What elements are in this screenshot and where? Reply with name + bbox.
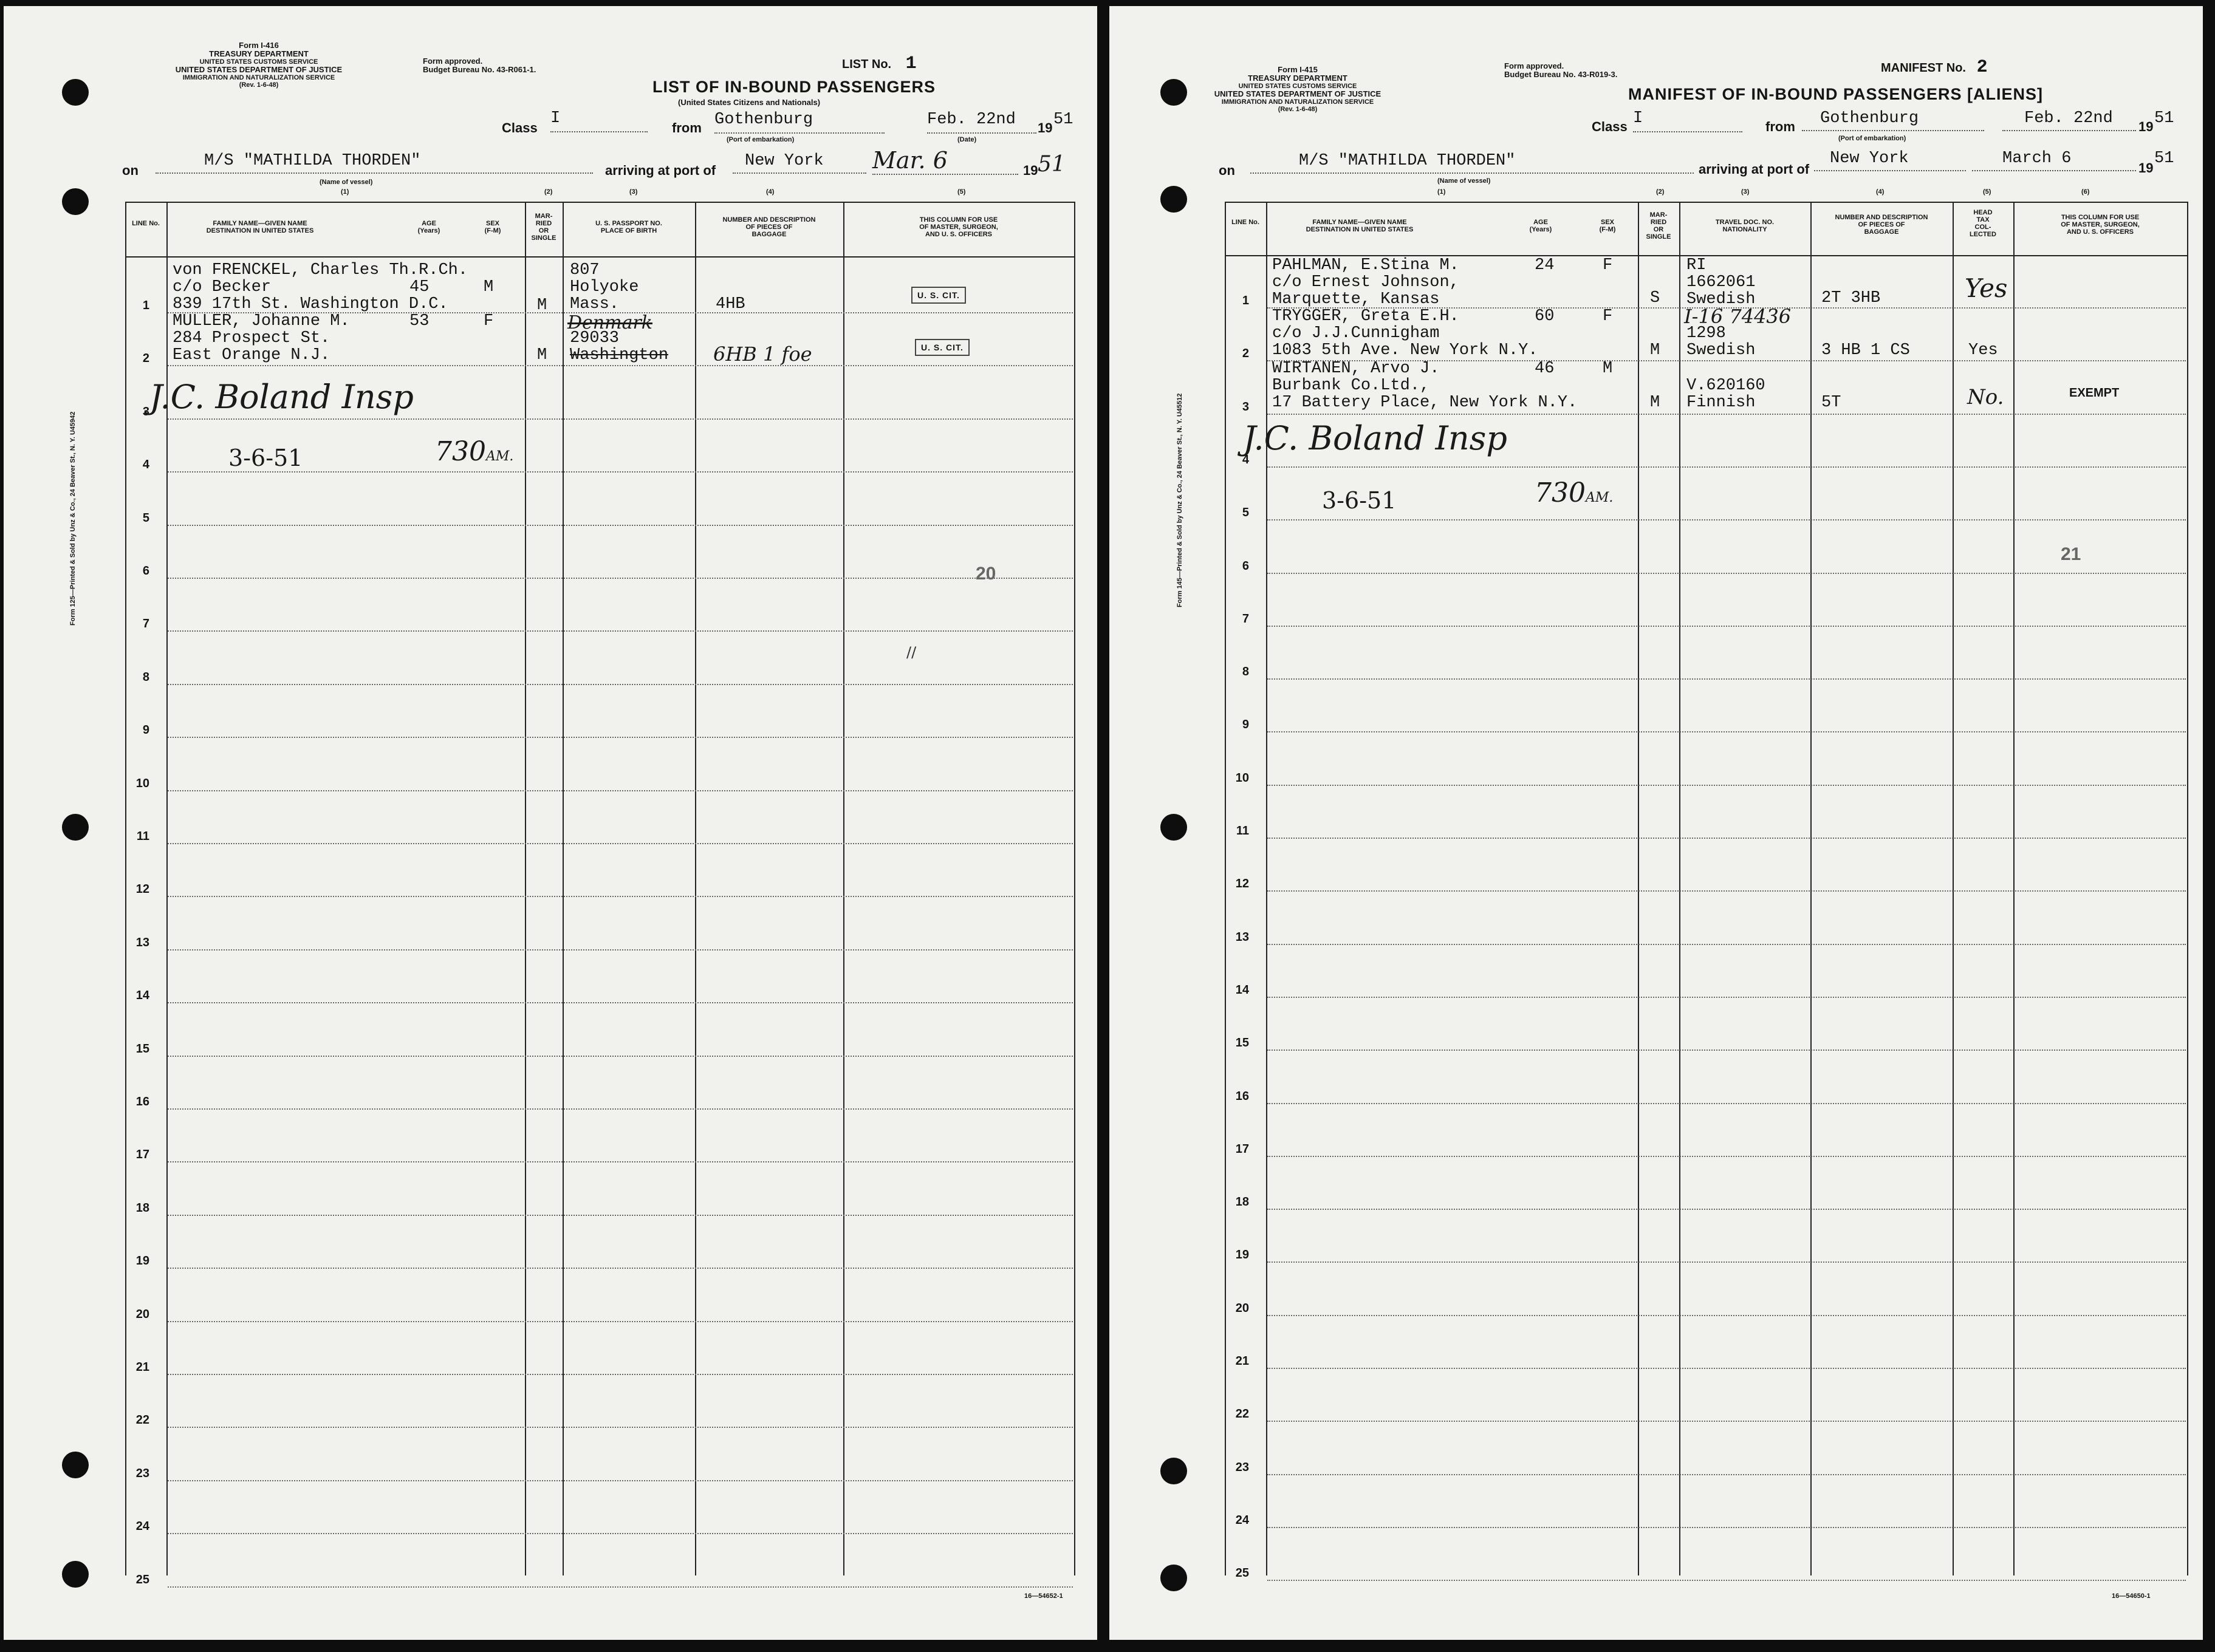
entry-2-married: M — [1650, 341, 1660, 360]
manifest-no-value: 2 — [1976, 57, 1988, 78]
row-leader — [168, 578, 1073, 579]
printer-sidebar: Form 145—Printed & Sold by Unz & Co., 24 Beaver St., N. Y. U45512 — [1176, 393, 1183, 607]
entry-1-line-3: 839 17th St. Washington D.C. — [173, 295, 448, 313]
depart-date-field: Feb. 22nd — [927, 111, 1036, 134]
row-leader — [168, 1215, 1073, 1216]
entry-2-baggage: 6HB 1 foe — [713, 343, 812, 366]
right-page — [1109, 6, 2203, 1640]
justice-department: UNITED STATES DEPARTMENT OF JUSTICE — [175, 65, 343, 74]
entry-3-head-tax: No. — [1967, 385, 2004, 409]
line-number: 2 — [142, 352, 149, 366]
page-stamp-number: 20 — [976, 564, 996, 584]
line-number: 21 — [135, 1360, 149, 1374]
row-leader — [1267, 1209, 2186, 1210]
col-num-6: (6) — [2081, 188, 2090, 196]
col-head-baggage: NUMBER AND DESCRIPTION OF PIECES OF BAGGAGE — [1835, 214, 1928, 236]
entry-2-passport-hand: Denmark — [567, 312, 652, 333]
line-number: 4 — [142, 458, 149, 472]
entry-2-sex: F — [1603, 307, 1613, 326]
line-number: 17 — [1235, 1142, 1249, 1156]
entry-2-line-3: 1083 5th Ave. New York N.Y. — [1272, 341, 1538, 360]
entry-1-line-3: Marquette, Kansas — [1272, 290, 1440, 309]
row-leader — [168, 843, 1073, 844]
table-right-rule — [1074, 202, 1075, 1575]
entry-3-baggage: 5T — [1821, 394, 1841, 412]
line-number: 20 — [135, 1307, 149, 1321]
sign-time: 730AM. — [1535, 477, 1614, 508]
pencil-mark: // — [906, 644, 917, 661]
line-number: 22 — [135, 1413, 149, 1427]
entry-3-sex: M — [1603, 360, 1613, 378]
col-rule — [2013, 202, 2015, 1575]
row-leader — [1267, 731, 2186, 732]
entry-1-sex: M — [484, 278, 494, 296]
arrival-date-field: Mar. 6 — [872, 147, 1018, 175]
entry-3-line-3: 17 Battery Place, New York N.Y. — [1272, 394, 1578, 412]
entry-2-us-cit-stamp: U. S. CIT. — [915, 339, 970, 356]
inspector-signature: J.C. Boland Insp — [1243, 419, 1507, 457]
row-leader — [168, 1533, 1073, 1534]
from-label: from — [672, 120, 702, 135]
port-embark-caption: (Port of embarkation) — [727, 136, 795, 143]
punch-hole — [62, 1561, 89, 1588]
table-left-rule — [125, 202, 126, 1575]
inspector-signature: J.C. Boland Insp — [149, 378, 414, 416]
line-number: 15 — [135, 1042, 149, 1056]
col-head-line-no: LINE No. — [1231, 219, 1259, 226]
line-number: 11 — [1236, 824, 1249, 838]
entry-3-line-2: Burbank Co.Ltd., — [1272, 377, 1430, 395]
class-label: Class — [1592, 119, 1628, 134]
entry-2-married: M — [537, 346, 547, 364]
table-right-rule — [2187, 202, 2188, 1575]
left-page — [4, 6, 1097, 1640]
page-title: MANIFEST OF IN-BOUND PASSENGERS [ALIENS] — [1628, 85, 2044, 103]
col-num-5: (5) — [1983, 188, 1991, 196]
list-number — [842, 55, 917, 73]
row-leader — [168, 1321, 1073, 1322]
budget-bureau: Budget Bureau No. 43-R061-1. — [423, 65, 536, 74]
customs-service: UNITED STATES CUSTOMS SERVICE — [199, 58, 318, 66]
line-number: 16 — [1235, 1089, 1249, 1103]
printer-sidebar: Form 125—Printed & Sold by Unz & Co., 24 Beaver St., N. Y. U45942 — [69, 411, 77, 626]
entry-1-line-2: c/o Ernest Johnson, — [1272, 273, 1459, 292]
row-leader — [1267, 785, 2186, 786]
ins-service: IMMIGRATION AND NATURALIZATION SERVICE — [1221, 98, 1374, 106]
row-leader — [168, 684, 1073, 685]
entry-2-head-tax: Yes — [1968, 341, 1998, 360]
line-number: 9 — [142, 723, 149, 737]
class-label: Class — [502, 120, 538, 135]
year-prefix: 19 — [2138, 119, 2154, 134]
budget-block — [1504, 62, 1617, 79]
punch-hole — [62, 79, 89, 106]
line-number: 12 — [135, 882, 149, 896]
form-footer: 16—54650-1 — [2112, 1592, 2151, 1600]
arrival-year-prefix: 19 — [1023, 163, 1038, 178]
arriving-label: arriving at port of — [605, 163, 716, 178]
punch-hole — [1160, 814, 1187, 841]
line-number: 18 — [135, 1201, 149, 1215]
vessel-caption: (Name of vessel) — [320, 179, 373, 186]
col-rule — [525, 202, 526, 1575]
line-number: 18 — [1235, 1195, 1249, 1209]
year-prefix: 19 — [1038, 120, 1053, 135]
col-head-married: MAR- RIED OR SINGLE — [531, 213, 556, 242]
row-leader — [1267, 626, 2186, 627]
entry-3-exempt: EXEMPT — [2069, 386, 2120, 400]
sign-time: 730AM. — [435, 436, 514, 467]
line-number: 19 — [135, 1254, 149, 1268]
form-approved: Form approved. — [1504, 61, 1564, 70]
agency-block — [1200, 66, 1395, 113]
line-number: 4 — [1242, 452, 1249, 466]
entry-2-line-2: 284 Prospect St. — [173, 329, 330, 347]
sign-date: 3-6-51 — [1322, 487, 1397, 514]
row-leader — [1267, 519, 2186, 521]
line-number: 8 — [1242, 665, 1249, 679]
entry-1-us-cit-stamp: U. S. CIT. — [911, 287, 966, 304]
entry-2-passport-2: Washington — [570, 346, 669, 364]
row-leader — [1267, 466, 2186, 468]
entry-3-doc-1: V.620160 — [1686, 377, 1765, 395]
punch-hole — [62, 188, 89, 215]
col-head-sex: SEX (F-M) — [1599, 219, 1616, 233]
entry-2-passport-1: 29033 — [570, 329, 620, 347]
port-embark-caption: (Port of embarkation) — [1838, 135, 1906, 142]
line-number: 1 — [1242, 294, 1249, 307]
vessel-field: M/S "MATHILDA THORDEN" — [156, 152, 593, 174]
line-number: 8 — [142, 670, 149, 684]
department: TREASURY DEPARTMENT — [209, 49, 309, 58]
line-number: 14 — [1235, 983, 1249, 997]
form-number: Form I-416 — [239, 41, 279, 50]
entry-1-line-2: c/o Becker — [173, 278, 272, 296]
entry-2-line-1: TRYGGER, Greta E.H. — [1272, 307, 1459, 326]
port-embark-field: Gothenburg — [714, 111, 885, 134]
line-number: 19 — [1235, 1248, 1249, 1262]
row-leader — [1267, 1050, 2186, 1051]
entry-1-line-1: PAHLMAN, E.Stina M. — [1272, 256, 1459, 275]
customs-service: UNITED STATES CUSTOMS SERVICE — [1238, 83, 1357, 90]
entry-1-sex: F — [1603, 256, 1613, 275]
row-leader — [1267, 573, 2186, 574]
arrival-port-field: New York — [1814, 149, 1966, 171]
col-head-head-tax: HEAD TAX COL- LECTED — [1970, 209, 1996, 238]
list-no-value: 1 — [905, 53, 917, 74]
col-head-line-no: LINE No. — [132, 220, 160, 227]
form-approved: Form approved. — [423, 56, 483, 66]
table-top-rule — [125, 202, 1074, 203]
line-number: 3 — [142, 404, 149, 418]
line-number: 17 — [135, 1148, 149, 1162]
entry-1-married: S — [1650, 289, 1660, 307]
entry-2-line-1: MULLER, Johanne M. — [173, 312, 350, 330]
row-leader — [1267, 678, 2186, 680]
entry-1-married: M — [537, 296, 547, 315]
row-leader — [168, 1427, 1073, 1428]
row-leader — [1267, 1103, 2186, 1104]
col-num-2: (2) — [544, 188, 553, 196]
entry-3-doc-2: Finnish — [1686, 394, 1756, 412]
vessel-caption: (Name of vessel) — [1437, 177, 1491, 185]
line-number: 10 — [1235, 771, 1249, 785]
page-stamp-number: 21 — [2061, 544, 2081, 564]
line-number: 13 — [135, 935, 149, 949]
row-leader — [1267, 1368, 2186, 1369]
line-number: 6 — [142, 564, 149, 578]
row-leader — [168, 630, 1073, 632]
row-leader — [168, 949, 1073, 951]
col-head-travel-doc: TRAVEL DOC. NO. NATIONALITY — [1715, 219, 1775, 233]
table-left-rule — [1225, 202, 1226, 1575]
arrival-date-field: March 6 — [1972, 149, 2136, 171]
entry-2-age: 60 — [1535, 307, 1555, 326]
entry-3-line-1: WIRTANEN, Arvo J. — [1272, 360, 1440, 378]
agency-block — [159, 41, 359, 89]
entry-1-baggage: 2T 3HB — [1821, 289, 1881, 307]
row-leader — [1267, 997, 2186, 998]
line-number: 7 — [1242, 612, 1249, 626]
entry-2-doc-2: Swedish — [1686, 341, 1756, 360]
form-footer: 16—54652-1 — [1024, 1592, 1063, 1600]
line-number: 5 — [1242, 506, 1249, 520]
row-leader — [1267, 1156, 2186, 1157]
department: TREASURY DEPARTMENT — [1248, 73, 1347, 83]
col-head-officers: THIS COLUMN FOR USE OF MASTER, SURGEON, AND U. S. OFFICERS — [2061, 214, 2140, 236]
entry-2-doc-1: 1298 — [1686, 324, 1726, 343]
on-label: on — [1219, 163, 1235, 178]
row-leader — [168, 471, 1073, 473]
line-number: 24 — [1235, 1513, 1249, 1527]
arrival-port-field: New York — [733, 152, 866, 174]
col-head-family-name: FAMILY NAME—GIVEN NAME DESTINATION IN UNITED STATES — [206, 220, 314, 234]
col-num-4: (4) — [1876, 188, 1885, 196]
col-rule — [1266, 202, 1267, 1575]
line-number: 13 — [1235, 930, 1249, 944]
col-rule — [843, 202, 844, 1575]
form-number: Form I-415 — [1278, 65, 1318, 74]
row-leader — [168, 418, 1073, 420]
line-number: 16 — [135, 1095, 149, 1108]
line-number: 25 — [1235, 1566, 1249, 1580]
depart-year: 51 — [1053, 111, 1073, 129]
punch-hole — [62, 1452, 89, 1478]
vessel-field: M/S "MATHILDA THORDEN" — [1250, 152, 1694, 174]
ins-service: IMMIGRATION AND NATURALIZATION SERVICE — [182, 74, 335, 81]
class-field: I — [550, 109, 648, 132]
row-leader — [168, 1480, 1073, 1481]
sign-date: 3-6-51 — [228, 445, 303, 471]
budget-bureau: Budget Bureau No. 43-R019-3. — [1504, 70, 1618, 79]
list-label: LIST No. — [842, 58, 892, 71]
entry-3-married: M — [1650, 394, 1660, 412]
arrival-year: 51 — [2154, 149, 2174, 168]
col-num-3: (3) — [1741, 188, 1750, 196]
row-leader — [1267, 944, 2186, 945]
manifest-number — [1881, 58, 1988, 77]
entry-1-doc-1: RI — [1686, 256, 1707, 275]
line-number: 5 — [142, 511, 149, 525]
table-top-rule — [1225, 202, 2187, 203]
row-leader — [1267, 1261, 2186, 1263]
col-num-2: (2) — [1656, 188, 1665, 196]
punch-hole — [1160, 79, 1187, 106]
row-leader — [1267, 1315, 2186, 1316]
entry-2-doc-hand: I-16 74436 — [1684, 305, 1792, 328]
row-leader — [168, 896, 1073, 897]
entry-1-age: 45 — [409, 278, 430, 296]
line-number: 23 — [1235, 1460, 1249, 1474]
entry-1-passport-1: 807 — [570, 261, 600, 279]
row-leader — [168, 365, 1073, 366]
row-leader — [1267, 890, 2186, 892]
line-number: 21 — [1235, 1354, 1249, 1368]
row-leader — [1267, 414, 2186, 415]
col-head-officers: THIS COLUMN FOR USE OF MASTER, SURGEON, AND U. S. OFFICERS — [919, 216, 998, 238]
arriving-label: arriving at port of — [1699, 162, 1810, 177]
row-leader — [168, 525, 1073, 526]
entry-1-baggage: 4HB — [716, 295, 745, 313]
col-head-age: AGE (Years) — [1529, 219, 1552, 233]
from-label: from — [1765, 119, 1795, 134]
col-head-baggage: NUMBER AND DESCRIPTION OF PIECES OF BAGGAGE — [722, 216, 816, 238]
col-rule — [1810, 202, 1812, 1575]
entry-1-passport-3: Mass. — [570, 295, 620, 313]
form-revision: (Rev. 1-6-48) — [1278, 106, 1318, 113]
depart-date-field: Feb. 22nd — [2002, 109, 2136, 131]
punch-hole — [1160, 186, 1187, 213]
line-number: 23 — [135, 1466, 149, 1480]
class-field: I — [1633, 109, 1742, 132]
col-rule — [1638, 202, 1639, 1575]
col-rule — [1953, 202, 1954, 1575]
entry-2-baggage: 3 HB 1 CS — [1821, 341, 1910, 360]
port-embark-field: Gothenburg — [1802, 109, 1984, 131]
row-leader — [168, 1108, 1073, 1110]
col-head-age: AGE (Years) — [417, 220, 440, 234]
row-leader — [1267, 1527, 2186, 1528]
row-leader — [168, 1056, 1073, 1057]
col-num-1: (1) — [341, 188, 349, 196]
entry-1-passport-2: Holyoke — [570, 278, 639, 296]
row-leader — [168, 737, 1073, 738]
manifest-label: MANIFEST No. — [1881, 61, 1966, 75]
form-revision: (Rev. 1-6-48) — [239, 81, 279, 89]
punch-hole — [62, 814, 89, 841]
line-number: 11 — [136, 830, 149, 843]
col-num-5: (5) — [957, 188, 966, 196]
punch-hole — [1160, 1458, 1187, 1484]
entry-3-age: 46 — [1535, 360, 1555, 378]
entry-2-line-3: East Orange N.J. — [173, 346, 330, 364]
line-number: 3 — [1242, 400, 1249, 414]
date-caption: (Date) — [957, 136, 977, 143]
col-num-3: (3) — [629, 188, 638, 196]
entry-2-age: 53 — [409, 312, 430, 330]
line-number: 6 — [1242, 559, 1249, 573]
row-leader — [1267, 1421, 2186, 1422]
line-number: 22 — [1235, 1407, 1249, 1421]
depart-year: 51 — [2154, 109, 2174, 128]
col-head-family-name: FAMILY NAME—GIVEN NAME DESTINATION IN UNITED STATES — [1306, 219, 1414, 233]
line-number: 15 — [1235, 1036, 1249, 1050]
col-rule — [563, 202, 564, 1575]
row-leader — [1267, 1474, 2186, 1475]
row-leader — [1267, 838, 2186, 839]
line-number: 1 — [142, 299, 149, 312]
entry-1-age: 24 — [1535, 256, 1555, 275]
punch-hole — [1160, 1565, 1187, 1591]
col-num-1: (1) — [1437, 188, 1446, 196]
entry-1-doc-3: Swedish — [1686, 290, 1756, 309]
line-number: 7 — [142, 617, 149, 631]
line-number: 12 — [1235, 877, 1249, 891]
col-head-married: MAR- RIED OR SINGLE — [1646, 211, 1671, 241]
line-number: 24 — [135, 1520, 149, 1534]
arrival-year-prefix: 19 — [2138, 160, 2154, 176]
row-leader — [168, 1586, 1073, 1588]
entry-1-line-1: von FRENCKEL, Charles Th.R.Ch. — [173, 261, 468, 279]
justice-department: UNITED STATES DEPARTMENT OF JUSTICE — [1214, 89, 1381, 98]
row-leader — [168, 1374, 1073, 1375]
line-number: 9 — [1242, 718, 1249, 732]
entry-2-sex: F — [484, 312, 494, 330]
col-head-sex: SEX (F-M) — [484, 220, 501, 234]
page-title: LIST OF IN-BOUND PASSENGERS — [652, 78, 936, 96]
entry-1-head-tax: Yes — [1965, 273, 2008, 303]
row-leader — [168, 1002, 1073, 1003]
row-leader — [168, 1268, 1073, 1269]
row-leader — [168, 790, 1073, 791]
line-number: 14 — [135, 989, 149, 1003]
line-number: 20 — [1235, 1301, 1249, 1315]
entry-1-doc-2: 1662061 — [1686, 273, 1756, 292]
entry-2-line-2: c/o J.J.Cunnigham — [1272, 324, 1440, 343]
line-number: 2 — [1242, 347, 1249, 361]
budget-block — [423, 57, 536, 74]
page-subtitle: (United States Citizens and Nationals) — [678, 98, 821, 107]
col-num-4: (4) — [766, 188, 775, 196]
arrival-year: 51 — [1038, 152, 1066, 177]
on-label: on — [122, 163, 139, 178]
header-bottom-rule — [125, 256, 1074, 258]
col-head-passport: U. S. PASSPORT NO. PLACE OF BIRTH — [595, 220, 662, 234]
col-rule — [1679, 202, 1680, 1575]
line-number: 10 — [135, 776, 149, 790]
row-leader — [168, 1161, 1073, 1162]
col-rule — [695, 202, 696, 1575]
row-leader — [1267, 1580, 2186, 1581]
line-number: 25 — [135, 1572, 149, 1586]
